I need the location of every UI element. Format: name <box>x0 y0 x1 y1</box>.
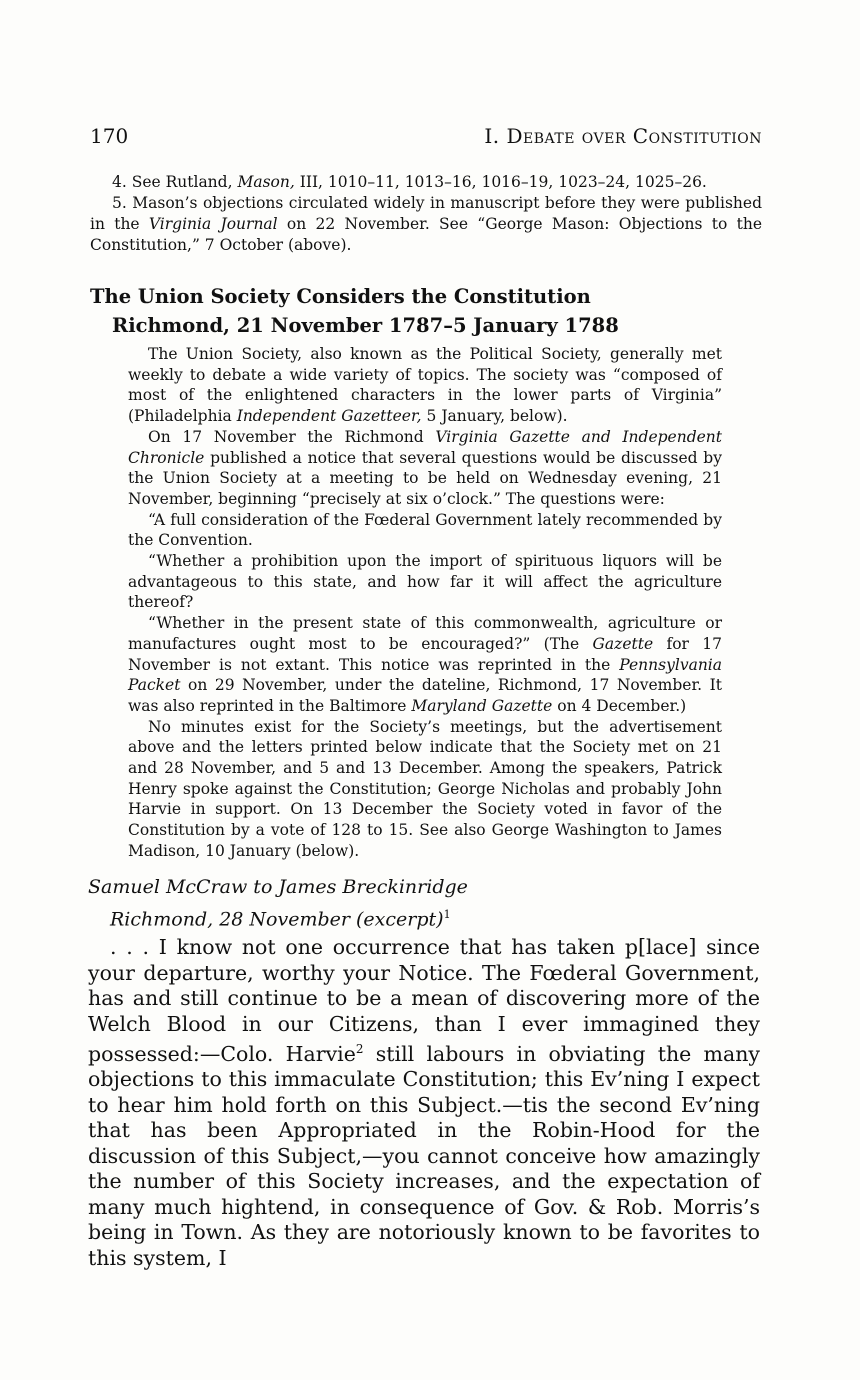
footnote-4: 4. See Rutland, Mason, III, 1010–11, 1013–16, 1016–19, 1023–24, 1025–26. <box>112 173 707 191</box>
section-title-line1: The Union Society Considers the Constitution <box>90 285 591 308</box>
intro-paragraph: On 17 November the Richmond Virginia Gazette and Independent Chronicle published a notice that several questions would be discussed by the Union Society at a meeting to be held on Wednesday evening, 21 November, beginning “precisely at six o’clock.” The questions were: <box>128 427 723 508</box>
intro-paragraph: “Whether in the present state of this commonwealth, agriculture or manufactures ought most to be encouraged?” (The Gazette for 17 November is not extant. This notice was reprinted in the Pennsylvania Packet on 29 November, under the dateline, Richmond, 17 November. It was also reprinted in the Baltimore Maryland Gazette on 4 December.) <box>128 614 722 715</box>
letter-heading-line2: Richmond, 28 November (excerpt)$^1$ <box>110 908 451 931</box>
running-head: I. Debate over Constitution <box>484 124 762 148</box>
intro-paragraph: “Whether a prohibition upon the import of spirituous liquors will be advantageous to this state, and how far it will affect the agriculture thereof? <box>128 552 722 612</box>
intro-paragraph: “A full consideration of the Fœderal Government lately recommended by the Convention. <box>128 510 722 550</box>
footnote-ref: 2 <box>355 1042 364 1056</box>
letter-paragraph: . . . I know not one occurrence that has taken p[lace] since your departure, worthy your Notice. The Fœderal Government, has and still continue to be a mean of discovering more of the Welch Blood in our Citizens, than I ever immagined they possessed:—Colo. Harvie$^2$ still labours in obviating the many objections to this immaculate Constitution; this Ev’ning I expect to hear him hold forth on this Subject.—tis the second Ev’ning that has been Appropriated in the Robin-Hood for the discussion of this Subject,—you cannot conceive how amazingly the number of this Society increases, and the expectation of many much hightend, in consequence of Gov. & Rob. Morris’s being in Town. As they are notoriously known to be favorites to this system, I <box>88 935 760 1270</box>
intro-paragraph: No minutes exist for the Society’s meetings, but the advertisement above and the letters printed below indicate that the Society met on 21 and 28 November, and 5 and 13 December. Among the speakers, Patrick Henry spoke against the Constitution; George Nicholas and probably John Harvie in support. On 13 December the Society voted in favor of the Constitution by a vote of 128 to 15. See also George Washington to James Madison, 10 January (below). <box>128 717 722 860</box>
footnote-ref: 1 <box>443 908 451 921</box>
section-title <box>90 282 762 340</box>
page-number: 170 <box>90 124 129 148</box>
page-header <box>90 124 762 148</box>
letter-heading-line1: Samuel McCraw to James Breckinridge <box>88 876 468 898</box>
intro-paragraph: The Union Society, also known as the Political Society, generally met weekly to debate a wide variety of topics. The society was “composed of most of the enlightened characters in the lower parts of Virginia” (Philadelphia Independent Gazetteer, 5 January, below). <box>128 345 722 426</box>
footnote-5: 5. Mason’s objections circulated widely in manuscript before they were published in the Virginia Journal on 22 November. See “George Mason: Objections to the Constitution,” 7 October (above). <box>90 194 762 254</box>
editorial-introduction <box>128 344 722 862</box>
letter-heading <box>88 874 760 933</box>
letter-body <box>88 935 760 1271</box>
footnotes <box>90 172 762 256</box>
section-title-line2: Richmond, 21 November 1787–5 January 1788 <box>112 314 619 337</box>
